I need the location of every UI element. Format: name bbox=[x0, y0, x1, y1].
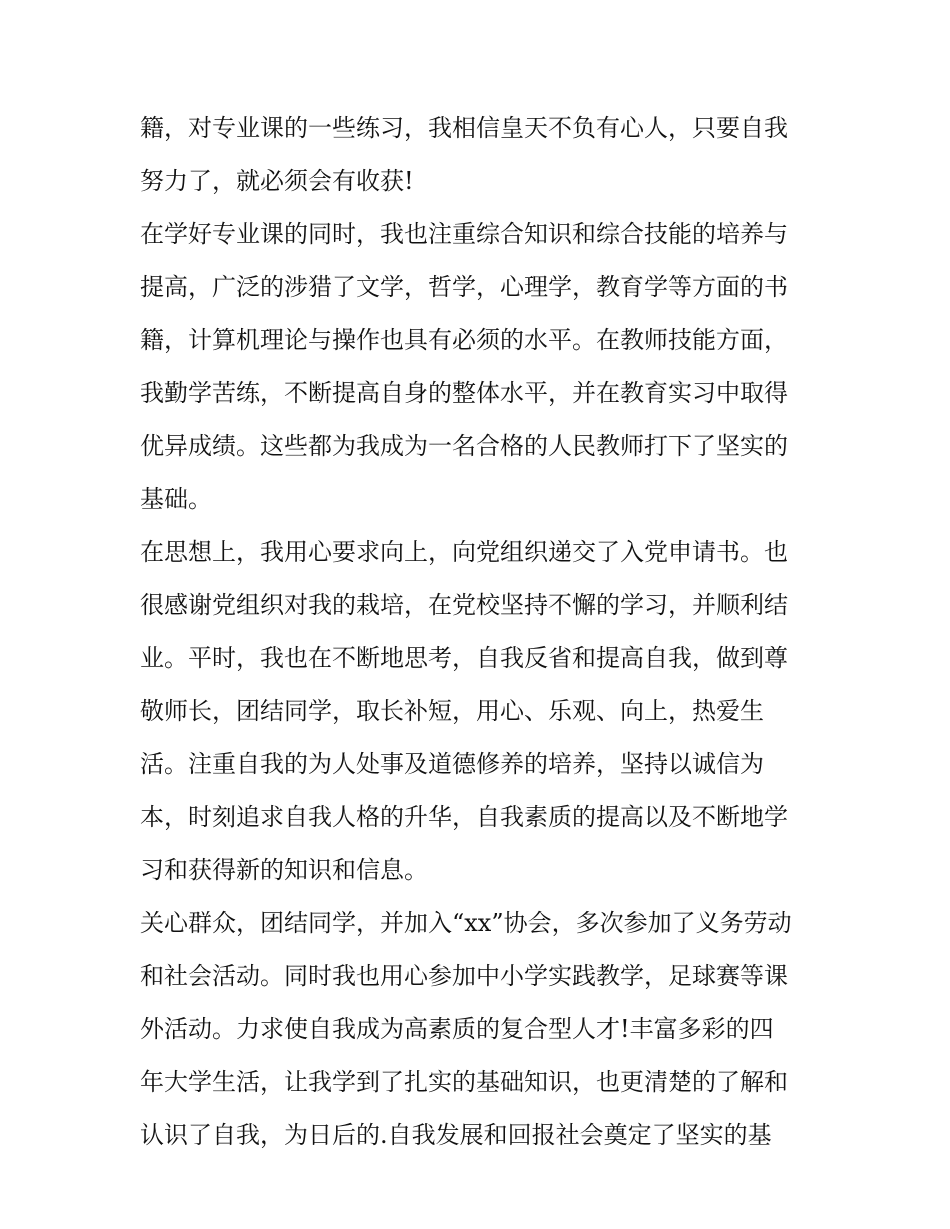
text-line: 提高，广泛的涉猎了文学，哲学，心理学，教育学等方面的书 bbox=[140, 273, 788, 301]
text-line: 优异成绩。这些都为我成为一名合格的人民教师打下了坚实的 bbox=[140, 432, 788, 460]
text-line: 本，时刻追求自我人格的升华，自我素质的提高以及不断地学 bbox=[140, 803, 788, 831]
text-line: 在学好专业课的同时，我也注重综合知识和综合技能的培养与 bbox=[140, 220, 788, 248]
text-line: 认识了自我，为日后的.自我发展和回报社会奠定了坚实的基 bbox=[140, 1121, 772, 1149]
text-line: 年大学生活，让我学到了扎实的基础知识，也更清楚的了解和 bbox=[140, 1068, 788, 1096]
text-line: 活。注重自我的为人处事及道德修养的培养，坚持以诚信为 bbox=[140, 750, 764, 778]
text-line: 关心群众，团结同学，并加入“xx”协会，多次参加了义务劳动 bbox=[140, 909, 792, 937]
text-line: 外活动。力求使自我成为高素质的复合型人才!丰富多彩的四 bbox=[140, 1015, 774, 1043]
text-line: 努力了，就必须会有收获! bbox=[140, 167, 414, 195]
text-line: 敬师长，团结同学，取长补短，用心、乐观、向上，热爱生 bbox=[140, 697, 764, 725]
body-text bbox=[140, 102, 820, 1162]
text-line: 籍，计算机理论与操作也具有必须的水平。在教师技能方面， bbox=[140, 326, 788, 354]
text-line: 在思想上，我用心要求向上，向党组织递交了入党申请书。也 bbox=[140, 538, 788, 566]
text-line: 很感谢党组织对我的栽培，在党校坚持不懈的学习，并顺利结 bbox=[140, 591, 788, 619]
text-line: 习和获得新的知识和信息。 bbox=[140, 856, 428, 884]
text-line: 籍，对专业课的一些练习，我相信皇天不负有心人，只要自我 bbox=[140, 114, 788, 142]
text-line: 业。平时，我也在不断地思考，自我反省和提高自我，做到尊 bbox=[140, 644, 788, 672]
text-line: 我勤学苦练，不断提高自身的整体水平，并在教育实习中取得 bbox=[140, 379, 788, 407]
text-line: 和社会活动。同时我也用心参加中小学实践教学，足球赛等课 bbox=[140, 962, 788, 990]
text-line: 基础。 bbox=[140, 485, 212, 513]
